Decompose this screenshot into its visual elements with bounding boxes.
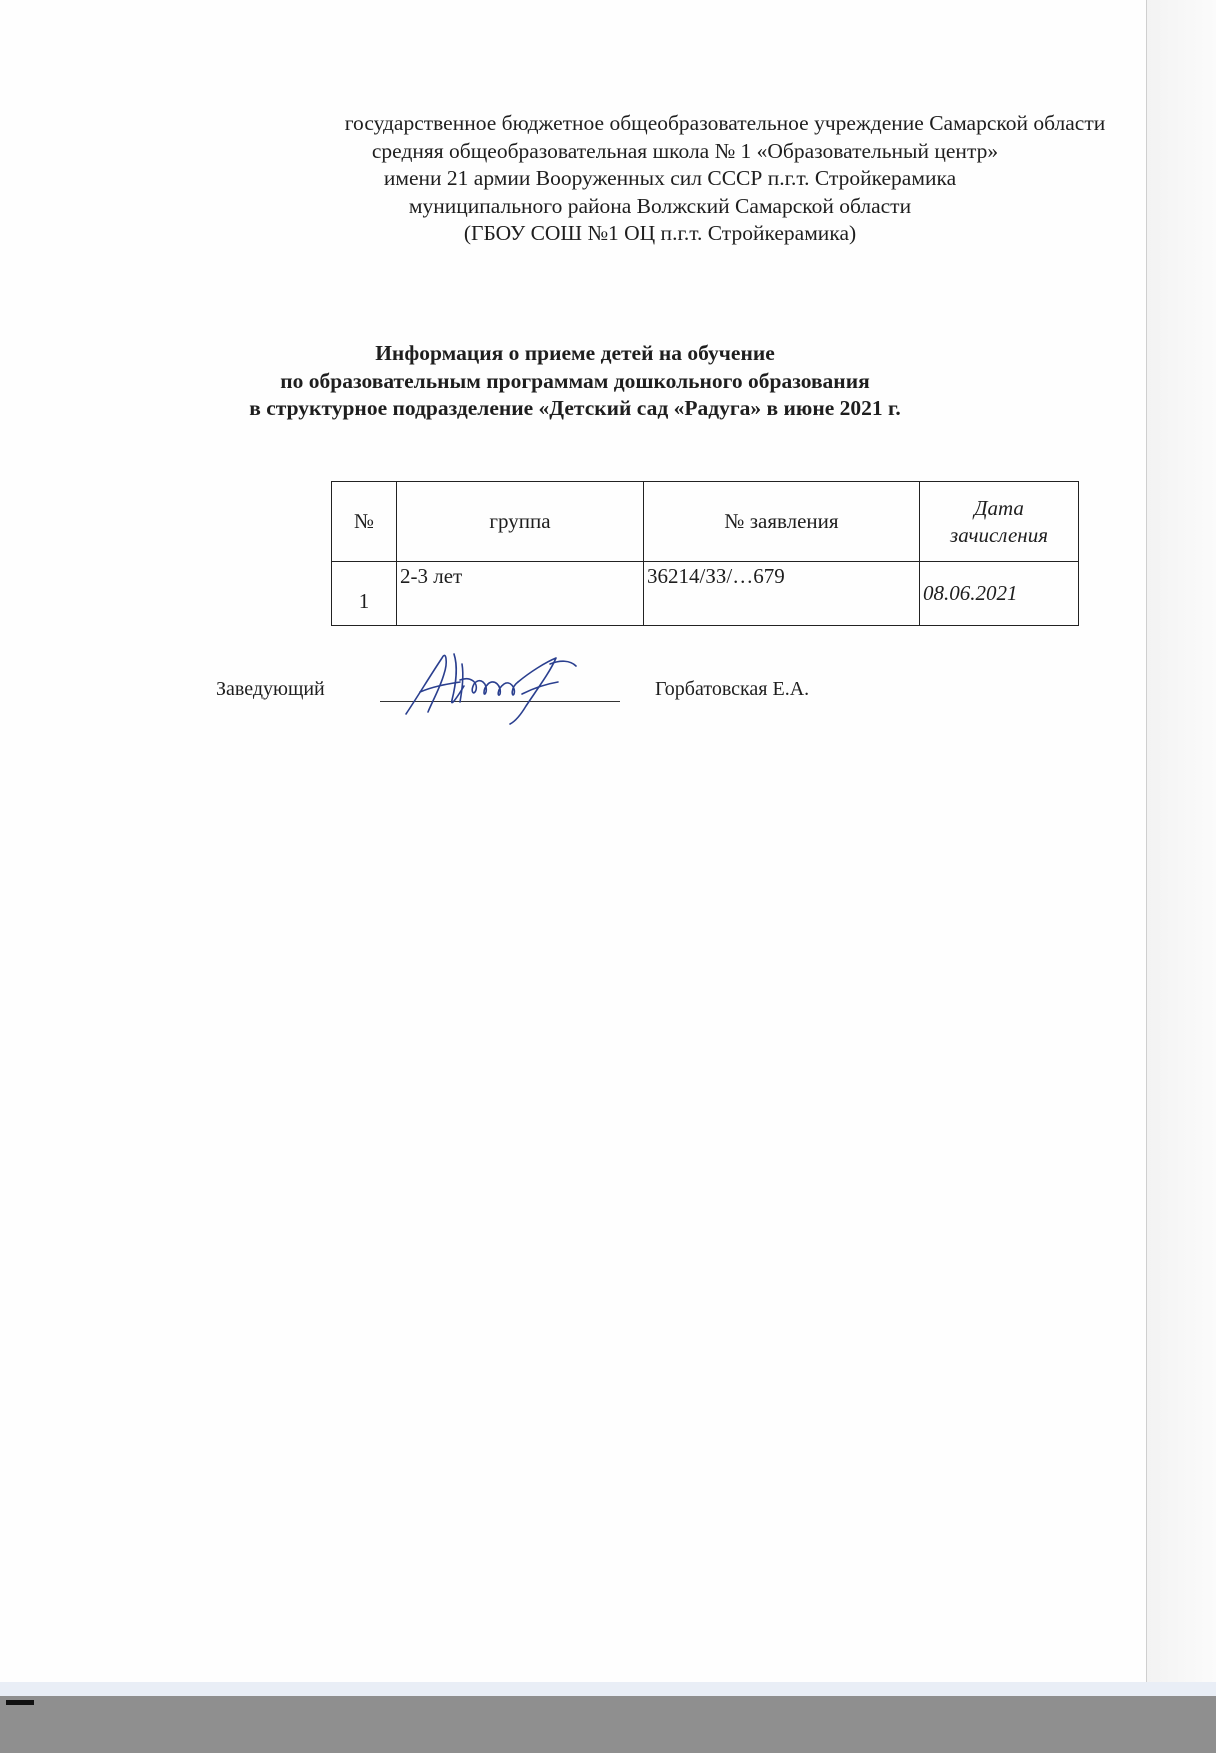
document-title [200, 340, 1100, 423]
scan-page-edge [1146, 0, 1147, 1682]
header-date-line2: зачисления [950, 522, 1048, 547]
organization-header [250, 110, 1150, 248]
scan-margin-strip [0, 1682, 1216, 1696]
header-line: средняя общеобразовательная школа № 1 «Образовательный центр» [371, 138, 999, 163]
header-line: муниципального района Волжский Самарской области [408, 193, 912, 218]
admission-table [331, 481, 1079, 626]
header-line: (ГБОУ СОШ №1 ОЦ п.г.т. Стройкерамика) [463, 221, 857, 245]
cell-application: 36214/ЗЗ/…679 [644, 562, 920, 626]
cell-date: 08.06.2021 [920, 562, 1079, 626]
header-line: государственное бюджетное общеобразовательное учреждение Самарской области [344, 111, 1106, 135]
table-row [332, 562, 1079, 626]
title-line: в структурное подразделение «Детский сад «Радуга» в июне 2021 г. [249, 396, 901, 420]
header-application: № заявления [644, 482, 920, 562]
header-num: № [332, 482, 397, 562]
header-date-line1: Дата [974, 495, 1024, 520]
table-header-row [332, 482, 1079, 562]
cell-num: 1 [332, 562, 397, 626]
scan-marker [6, 1700, 34, 1705]
cell-group: 2-3 лет [397, 562, 644, 626]
position-label: Заведующий [216, 678, 325, 700]
header-line: имени 21 армии Вооруженных сил СССР п.г.т. Стройкерамика [383, 166, 957, 190]
scan-page-shadow [1147, 0, 1216, 1682]
header-group: группа [397, 482, 644, 562]
scan-footer-band [0, 1696, 1216, 1753]
header-date [920, 482, 1079, 562]
title-line: по образовательным программам дошкольного образования [280, 368, 870, 393]
handwritten-signature [400, 636, 590, 726]
title-line: Информация о приеме детей на обучение [375, 341, 775, 365]
director-name: Горбатовская Е.А. [655, 678, 810, 700]
